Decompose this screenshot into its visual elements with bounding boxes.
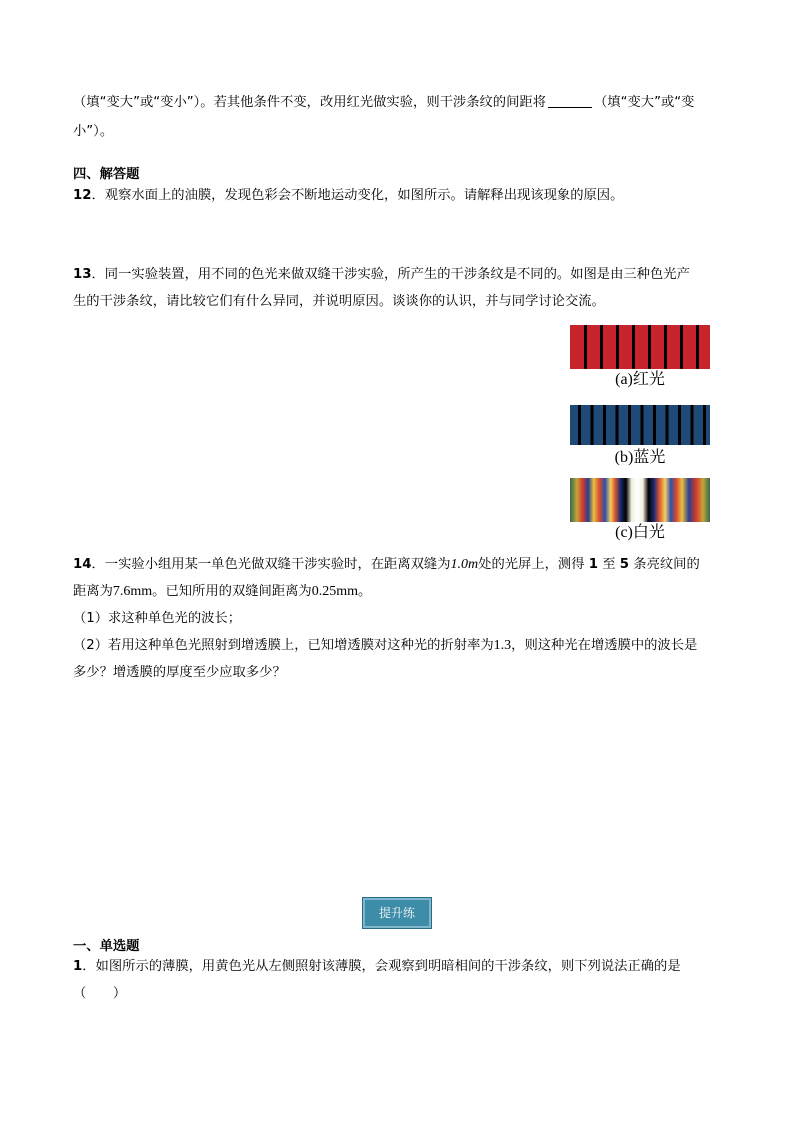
fringe-distance-value: 7.6mm bbox=[112, 584, 153, 599]
q11-continuation-line bbox=[73, 93, 694, 113]
red-fringe-figure bbox=[570, 325, 710, 369]
question-text: （2）若用这种单色光照射到增透膜上，已知增透膜对这种光的折射率为 bbox=[73, 638, 494, 653]
question-text: 距离为 bbox=[73, 584, 113, 599]
dark-fringe bbox=[680, 325, 683, 369]
dark-fringe bbox=[696, 325, 699, 369]
question-1 bbox=[73, 957, 681, 977]
red-fringe-svg bbox=[570, 325, 710, 369]
q11-text-part2: （填“变大”或“变 bbox=[594, 95, 695, 110]
question-14-part-1: （1）求这种单色光的波长； bbox=[73, 611, 242, 626]
white-fringe-figure bbox=[570, 478, 710, 522]
section-heading-answer: 四、解答题 bbox=[73, 167, 140, 182]
dark-fringe bbox=[678, 405, 681, 445]
question-number: 14 bbox=[73, 557, 92, 572]
dark-fringe bbox=[628, 405, 631, 445]
blue-caption: (b)蓝光 bbox=[614, 449, 666, 466]
fringe-number-1: 1 bbox=[588, 557, 599, 572]
question-text: 。 bbox=[358, 584, 372, 599]
question-text: 。已知所用的双缝间距离为 bbox=[152, 584, 312, 599]
question-13 bbox=[73, 265, 690, 285]
question-text: 至 bbox=[602, 557, 616, 572]
question-text: ，则这种光在增透膜中的波长是 bbox=[511, 638, 698, 653]
dark-fringe bbox=[591, 405, 594, 445]
question-number: 1 bbox=[73, 959, 83, 974]
dark-fringe bbox=[653, 405, 656, 445]
question-text: ．如图所示的薄膜，用黄色光从左侧照射该薄膜，会观察到明暗相间的干涉条纹，则下列说法正确的是 bbox=[82, 959, 681, 974]
dark-fringe bbox=[666, 405, 669, 445]
section-heading-single-choice: 一、单选题 bbox=[73, 939, 140, 954]
question-14-line-2 bbox=[73, 582, 371, 602]
fringe-number-5: 5 bbox=[619, 557, 630, 572]
question-number: 13 bbox=[73, 267, 92, 282]
q11-text-part1: （填“变大”或“变小”）。若其他条件不变，改用红光做实验，则干涉条纹的间距将 bbox=[73, 95, 546, 110]
question-text: ．一实验小组用某一单色光做双缝干涉实验时，在距离双缝为 bbox=[91, 557, 451, 572]
question-12 bbox=[73, 186, 623, 206]
white-fringe-svg bbox=[570, 478, 710, 522]
question-text: ．观察水面上的油膜，发现色彩会不断地运动变化，如图所示。请解释出现该现象的原因。 bbox=[91, 188, 624, 203]
improvement-practice-badge: 提升练 bbox=[362, 897, 432, 929]
question-14 bbox=[73, 555, 700, 575]
q11-text-end: 小”）。 bbox=[73, 124, 114, 139]
question-14-part-2 bbox=[73, 636, 697, 656]
dark-fringe bbox=[691, 405, 694, 445]
dark-fringe bbox=[584, 325, 587, 369]
slit-distance-value: 0.25mm bbox=[311, 584, 359, 599]
dark-fringe bbox=[664, 325, 667, 369]
blue-fringe-figure bbox=[570, 405, 710, 445]
answer-blank[interactable] bbox=[548, 93, 592, 108]
distance-value: 1.0m bbox=[450, 557, 479, 572]
question-text: ．同一实验装置，用不同的色光来做双缝干涉实验，所产生的干涉条纹是不同的。如图是由三种色光产 bbox=[91, 267, 690, 282]
blue-fringe-svg bbox=[570, 405, 710, 445]
dark-fringe bbox=[603, 405, 606, 445]
dark-fringe bbox=[600, 325, 603, 369]
q11-continuation-line-2 bbox=[73, 122, 113, 142]
question-text: 处的光屏上，测得 bbox=[478, 557, 585, 572]
dark-fringe bbox=[648, 325, 651, 369]
refractive-index-value: 1.3 bbox=[493, 638, 512, 653]
dark-fringe bbox=[632, 325, 635, 369]
dark-fringe bbox=[703, 405, 706, 445]
question-13-line-2: 生的干涉条纹，请比较它们有什么异同，并说明原因。谈谈你的认识，并与同学讨论交流。 bbox=[73, 294, 605, 309]
dark-fringe bbox=[641, 405, 644, 445]
white-fringe-spectrum bbox=[570, 478, 710, 522]
question-14-part-2-line-2: 多少？增透膜的厚度至少应取多少？ bbox=[73, 665, 286, 680]
dark-fringe bbox=[616, 405, 619, 445]
question-1-paren: （ ） bbox=[73, 986, 127, 1001]
question-text: 条亮纹间的 bbox=[633, 557, 700, 572]
question-number: 12 bbox=[73, 188, 92, 203]
red-caption: (a)红光 bbox=[615, 371, 665, 388]
dark-fringe bbox=[578, 405, 581, 445]
white-caption: (c)白光 bbox=[615, 524, 665, 541]
dark-fringe bbox=[616, 325, 619, 369]
red-background bbox=[570, 325, 710, 369]
